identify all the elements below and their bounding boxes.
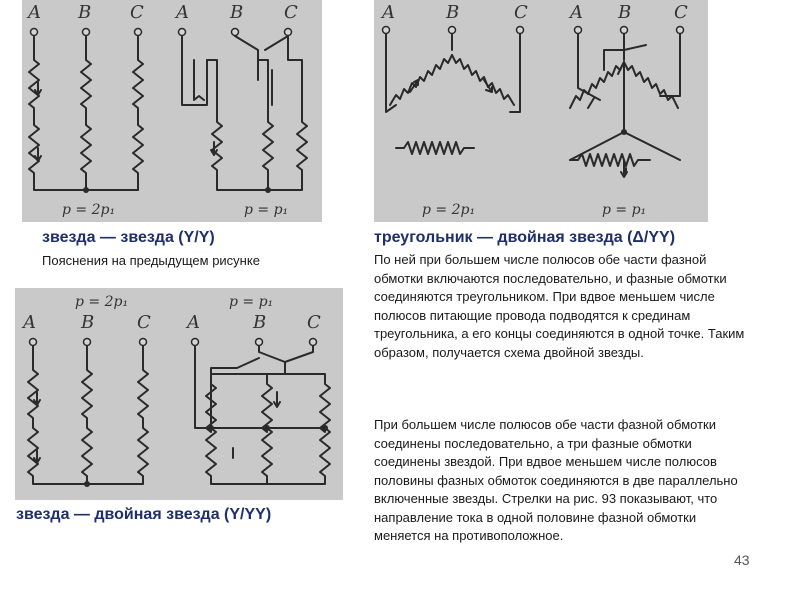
phase-label-c: C xyxy=(284,2,298,23)
section-title-star-star: звезда — звезда (Y/Y) xyxy=(42,229,215,246)
section-title-star-double-star: звезда — двойная звезда (Y/YY) xyxy=(16,506,272,523)
phase-label-a: A xyxy=(23,312,36,333)
phase-label-a: A xyxy=(28,2,41,23)
section-text-triangle-double-star-1: По ней при большем числе полюсов обе части фазной обмотки включаются последовательно, и фазные обмотки соединяются треугольником. При вдвое меньшем числе полюсов питающие провода подводятся к срединам треугольника, а его концы соединяются в одной точке. Таким образом, получается схема двойной звезды. xyxy=(374,252,745,360)
double-star-arm-right xyxy=(624,62,678,108)
coil-c-left xyxy=(133,36,143,190)
phase-label-a: A xyxy=(570,2,583,23)
ratio-label: p = p₁ xyxy=(244,202,289,218)
phase-label-c: C xyxy=(514,2,528,23)
section-text-triangle-double-star-2: При большем числе полюсов обе части фазной обмотки соединены последовательно, а три фазные обмотки соединены звездой. При вдвое меньшем числе полюсов половины фазных обмоток соединяются в две параллельно включенные звезды. Стрелки на рис. 93 показывают, что направление тока в одной половине фазной обмотки меняется на противоположное. xyxy=(374,417,738,543)
ratio-label: p = p₁ xyxy=(602,202,647,218)
phase-label-b: B xyxy=(230,2,244,23)
double-star-base xyxy=(570,154,650,166)
phase-label-b: B xyxy=(618,2,632,23)
coil-b-right xyxy=(235,36,273,190)
diagram-star-star xyxy=(22,0,322,222)
delta-side-left xyxy=(390,55,452,105)
phase-label-a: A xyxy=(187,312,200,333)
triangle-double-star-schematic xyxy=(374,0,708,222)
coil-c-right xyxy=(265,36,307,190)
phase-label-b: B xyxy=(78,2,92,23)
ratio-label: p = 2p₁ xyxy=(62,202,116,218)
phase-label-a: A xyxy=(176,2,189,23)
coil-b-left xyxy=(81,36,91,190)
phase-label-c: C xyxy=(307,312,321,333)
ratio-label: p = 2p₁ xyxy=(422,202,476,218)
phase-label-c: C xyxy=(674,2,688,23)
page-number: 43 xyxy=(734,552,750,568)
star-star-schematic xyxy=(22,0,322,222)
phase-label-b: B xyxy=(81,312,95,333)
ratio-label: p = 2p₁ xyxy=(75,294,129,310)
phase-label-c: C xyxy=(137,312,151,333)
diagram-star-double-star xyxy=(15,288,343,500)
coil-a-right xyxy=(182,36,302,190)
ratio-label: p = p₁ xyxy=(229,294,274,310)
phase-label-b: B xyxy=(253,312,267,333)
section-title-triangle-double-star: треугольник — двойная звезда (Δ/YY) xyxy=(374,229,676,246)
section-text-star-star: Пояснения на предыдущем рисунке xyxy=(42,253,260,268)
phase-label-c: C xyxy=(130,2,144,23)
star-double-star-schematic xyxy=(15,288,343,500)
phase-label-a: A xyxy=(382,2,395,23)
phase-label-b: B xyxy=(446,2,460,23)
diagram-triangle-double-star xyxy=(374,0,708,222)
delta-side-bottom xyxy=(396,142,474,154)
